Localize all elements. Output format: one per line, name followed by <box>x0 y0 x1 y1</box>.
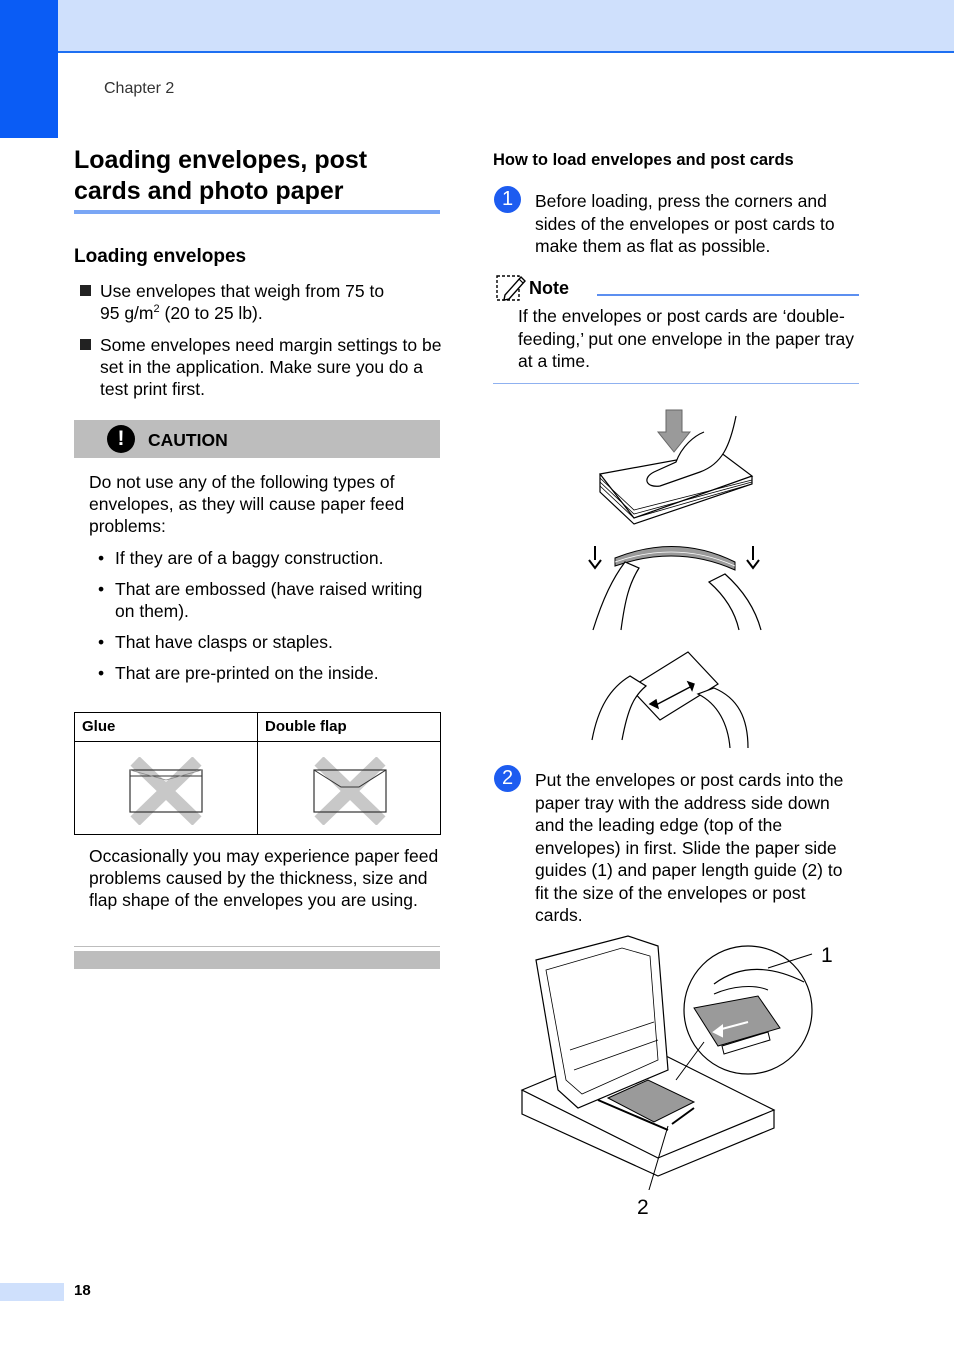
step-1-badge: 1 <box>494 186 521 213</box>
callout-1: 1 <box>821 944 833 967</box>
note-title: Note <box>529 278 569 298</box>
note-pencil-icon <box>495 273 527 303</box>
list-item: • That are pre-printed on the inside. <box>98 663 379 683</box>
press-edges-illustration <box>588 648 763 750</box>
bullet-list <box>80 280 442 410</box>
list-item: • If they are of a baggy construction. <box>98 548 384 568</box>
caution-list <box>98 547 440 693</box>
list-item: • That are embossed (have raised writing on them). <box>98 579 423 621</box>
glue-envelope-crossed-icon <box>129 757 203 825</box>
page-title: Loading envelopes, post cards and photo paper <box>74 146 368 205</box>
title-rule <box>74 210 440 214</box>
chapter-label: Chapter 2 <box>104 80 175 97</box>
step-1-text: Before loading, press the corners and sides of the envelopes or post cards to make them as flat as possible. <box>535 191 835 256</box>
list-item: Some envelopes need margin settings to be set in the application. Make sure you do a test print first. <box>80 334 442 400</box>
note-text: If the envelopes or post cards are ‘double-feeding,’ put one envelope in the paper tray at a time. <box>518 306 854 371</box>
table-header-glue: Glue <box>82 718 116 735</box>
list-item: Use envelopes that weigh from 75 to 95 $g/m^2$ (20 to 25 lb). <box>80 280 442 324</box>
envelope-table <box>74 712 441 835</box>
caution-footer-bar <box>74 951 440 969</box>
section-title: Loading envelopes <box>74 246 247 267</box>
chapter-tab <box>0 0 58 138</box>
caution-label: CAUTION <box>148 430 228 450</box>
paper-tray-illustration <box>518 930 818 1190</box>
flatten-envelopes-illustration <box>585 538 765 632</box>
square-bullet-icon <box>80 285 91 296</box>
double-flap-envelope-crossed-icon <box>313 757 387 825</box>
caution-intro: Do not use any of the following types of envelopes, as they will cause paper feed problems: <box>89 472 405 536</box>
press-envelopes-illustration <box>590 406 770 526</box>
caution-header <box>74 420 440 458</box>
step-2-text: Put the envelopes or post cards into the paper tray with the address side down and the leading edge (top of the envelopes) in first. Slide the paper side guides (1) and paper length guide (2) to fit the size of the envelopes or post cards. <box>535 770 844 925</box>
square-bullet-icon <box>80 339 91 350</box>
page-number: 18 <box>74 1282 91 1299</box>
list-item: • That have clasps or staples. <box>98 632 333 652</box>
footer-band <box>0 1283 64 1301</box>
callout-2: 2 <box>637 1196 649 1219</box>
caution-outro: Occasionally you may experience paper feed problems caused by the thickness, size and flap shape of the envelopes you are using. <box>89 846 439 910</box>
header-band <box>0 0 954 53</box>
procedure-heading: How to load envelopes and post cards <box>493 151 794 169</box>
step-2-badge: 2 <box>494 765 521 792</box>
exclamation-icon: ! <box>107 425 135 453</box>
table-header-double-flap: Double flap <box>265 718 347 735</box>
